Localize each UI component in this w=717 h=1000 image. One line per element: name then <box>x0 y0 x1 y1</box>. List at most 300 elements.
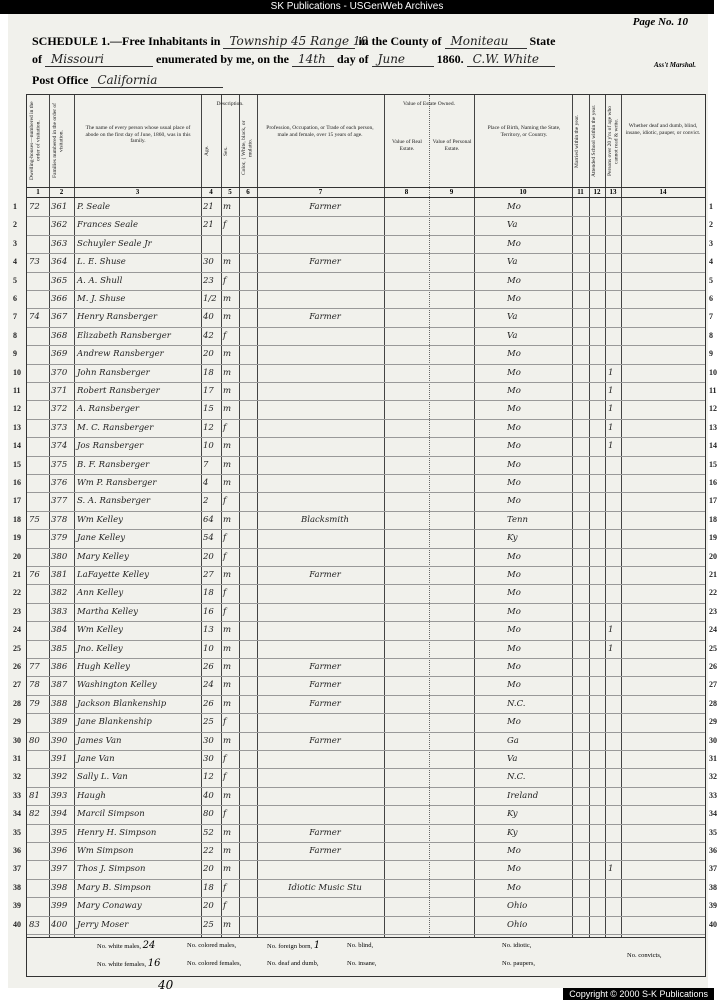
cell-birth: Mo <box>507 478 521 488</box>
cell-sex: m <box>223 367 232 378</box>
cell-fam: 366 <box>51 294 68 304</box>
cell-sex: m <box>223 441 232 452</box>
foreign-born-value: 1 <box>313 940 321 951</box>
colnum-7: 7 <box>318 188 323 196</box>
row-number-right: 21 <box>709 570 717 579</box>
cell-age: 30 <box>203 754 214 764</box>
cell-birth: Mo <box>507 680 521 691</box>
row-number-left: 25 <box>13 643 21 653</box>
cell-fam: 387 <box>51 680 68 691</box>
cell-school: 1 <box>608 386 614 396</box>
cell-fam: 381 <box>51 570 68 580</box>
row-number-right: 8 <box>709 330 713 340</box>
cell-age: 13 <box>203 625 214 636</box>
cell-sex: f <box>223 422 227 433</box>
cell-birth: Va <box>507 312 518 323</box>
cell-name: LaFayette Kelley <box>77 570 149 580</box>
row-number-left: 30 <box>13 735 21 745</box>
cell-sex: f <box>223 551 227 562</box>
cell-fam: 376 <box>51 478 68 488</box>
cell-age: 7 <box>203 459 209 470</box>
cell-sex: f <box>223 533 227 544</box>
row-number-left: 6 <box>13 294 17 303</box>
row-number-right: 19 <box>709 533 717 543</box>
row-number-right: 26 <box>709 662 717 671</box>
cell-birth: Mo <box>507 294 521 304</box>
cell-sex: m <box>223 478 232 488</box>
cell-dw: 82 <box>29 809 40 820</box>
cell-fam: 393 <box>51 790 68 801</box>
row-number-left: 7 <box>13 312 17 322</box>
row-number-left: 29 <box>13 717 21 727</box>
cell-name: Mary Kelley <box>77 551 129 562</box>
cell-age: 15 <box>203 404 214 415</box>
cell-birth: Tenn <box>507 514 528 525</box>
county-value: Moniteau <box>445 34 527 49</box>
cell-sex: m <box>223 680 232 691</box>
colnum-9: 9 <box>449 188 454 196</box>
cell-sex: m <box>223 257 232 268</box>
header-sex: Sex. <box>223 146 229 156</box>
cell-fam: 385 <box>51 643 68 654</box>
cell-age: 22 <box>203 846 214 856</box>
cell-name: Martha Kelley <box>77 606 138 617</box>
header-married: Married within the year. <box>574 114 580 168</box>
row-number-left: 16 <box>13 478 21 487</box>
cell-birth: Mo <box>507 643 521 654</box>
cell-age: 54 <box>203 533 214 544</box>
cell-birth: Mo <box>507 662 521 672</box>
cell-occ: Farmer <box>309 202 341 212</box>
cell-sex: m <box>223 294 232 304</box>
cell-birth: Mo <box>507 459 521 470</box>
cell-sex: m <box>223 698 232 709</box>
row-number-right: 7 <box>709 312 713 322</box>
county-label: in the County of <box>358 34 442 48</box>
colnum-1: 1 <box>36 188 40 196</box>
header-family: Families numbered in the order of visitation. <box>52 103 65 179</box>
cell-birth: Mo <box>507 238 521 249</box>
row-number-right: 1 <box>709 202 713 211</box>
cell-birth: Mo <box>507 202 521 212</box>
row-number-right: 11 <box>709 386 717 395</box>
cell-fam: 383 <box>51 606 68 617</box>
cell-occ: Farmer <box>309 827 341 838</box>
cell-name: Andrew Ransberger <box>77 349 164 360</box>
cell-fam: 395 <box>51 827 68 838</box>
idiotic-label: No. idiotic, <box>502 942 532 949</box>
cell-fam: 364 <box>51 257 68 268</box>
cell-occ: Farmer <box>309 846 341 856</box>
cell-name: Jno. Kelley <box>77 643 123 654</box>
cell-name: S. A. Ransberger <box>77 496 151 507</box>
cell-birth: Mo <box>507 551 521 562</box>
cell-name: L. E. Shuse <box>77 257 126 268</box>
cell-birth: Mo <box>507 441 521 452</box>
cell-fam: 361 <box>51 202 68 212</box>
cell-birth: Ireland <box>507 790 539 801</box>
cell-age: 42 <box>203 330 214 341</box>
header-estate: Value of Estate Owned. <box>403 101 455 107</box>
cell-school: 1 <box>608 643 614 654</box>
colnum-5: 5 <box>228 188 232 196</box>
header-illiterate: Persons over 20 y'rs of age who cannot read & write. <box>607 105 620 177</box>
colnum-8: 8 <box>404 188 409 196</box>
cell-occ <box>267 915 383 936</box>
cell-age: 1/2 <box>203 294 217 304</box>
row-number-left: 21 <box>13 570 21 579</box>
cell-name: A. Ransberger <box>77 404 140 415</box>
cell-fam: 382 <box>51 588 68 599</box>
row-number-right: 20 <box>709 551 717 561</box>
cell-sex: m <box>223 514 232 525</box>
cell-sex: m <box>223 349 232 360</box>
row-number-left: 26 <box>13 662 21 671</box>
row-number-left: 23 <box>13 606 21 616</box>
cell-sex: m <box>223 570 232 580</box>
cell-birth: Mo <box>507 864 521 875</box>
cell-age: 20 <box>203 901 214 912</box>
cell-sex: f <box>223 606 227 617</box>
cell-fam: 391 <box>51 754 68 764</box>
year-label: 1860. <box>436 52 464 66</box>
header-birthplace: Place of Birth, Naming the State, Territory, or Country. <box>487 125 561 138</box>
cell-name: Frances Seale <box>77 220 139 231</box>
cell-sex: m <box>223 312 232 323</box>
row-number-right: 6 <box>709 294 713 303</box>
cell-sex: f <box>223 496 227 507</box>
cell-age: 25 <box>203 717 214 728</box>
row-number-left: 5 <box>13 275 17 285</box>
row-number-left: 31 <box>13 754 21 763</box>
cell-occ: Farmer <box>309 662 341 672</box>
schedule-header-line-1 <box>32 34 556 49</box>
cell-birth: Ky <box>507 809 518 820</box>
cell-name: Jane Van <box>77 754 115 764</box>
cell-sex: m <box>223 386 232 396</box>
cell-name: Robert Ransberger <box>77 386 160 396</box>
row-number-right: 37 <box>709 864 717 874</box>
cell-name: Schuyler Seale Jr <box>77 238 152 249</box>
cell-name: Jackson Blankenship <box>77 698 167 709</box>
white-males-value: 24 <box>142 940 156 951</box>
cell-school: 1 <box>608 404 614 415</box>
cell-name: Washington Kelley <box>77 680 157 691</box>
cell-age: 18 <box>203 882 214 893</box>
row-number-left: 32 <box>13 772 21 782</box>
cell-birth: Ohio <box>507 901 528 912</box>
foreign-born-label: No. foreign born, <box>267 943 313 950</box>
white-females <box>97 958 160 969</box>
white-females-label: No. white females, <box>97 961 147 968</box>
white-females-value: 16 <box>147 958 161 969</box>
cell-sex: f <box>223 882 227 893</box>
cell-age: 64 <box>203 514 214 525</box>
summary-box <box>26 936 706 977</box>
row-number-right: 16 <box>709 478 717 487</box>
cell-age: 18 <box>203 367 214 378</box>
cell-age: 30 <box>203 735 214 746</box>
row-number-right: 4 <box>709 257 713 267</box>
row-number-right: 25 <box>709 643 717 653</box>
row-number-left: 11 <box>13 386 21 395</box>
cell-sex: m <box>223 846 232 856</box>
census-table <box>13 94 717 938</box>
cell-age: 10 <box>203 441 214 452</box>
row-number-right: 38 <box>709 882 717 892</box>
convicts-label: No. convicts, <box>627 952 662 959</box>
row-number-left: 19 <box>13 533 21 543</box>
cell-birth: Mo <box>507 404 521 415</box>
cell-fam: 389 <box>51 717 68 728</box>
cell-fam: 367 <box>51 312 68 323</box>
row-number-right: 30 <box>709 735 717 745</box>
row-number-left: 36 <box>13 846 21 855</box>
cell-name: Mary Conaway <box>77 901 142 912</box>
cell-birth: Mo <box>507 606 521 617</box>
row-number-right: 18 <box>709 514 717 524</box>
cell-name: Elizabeth Ransberger <box>77 330 171 341</box>
cell-birth: Va <box>507 330 518 341</box>
foreign-born <box>267 940 320 951</box>
blind-label: No. blind, <box>347 942 374 949</box>
of-label: of <box>32 52 42 66</box>
cell-birth: Va <box>507 257 518 268</box>
census-page <box>8 14 717 992</box>
colnum-10: 10 <box>519 188 527 196</box>
enumerated-label: enumerated by me, on the <box>156 52 289 66</box>
cell-birth: Mo <box>507 496 521 507</box>
cell-sex: f <box>223 330 227 341</box>
archive-banner: SK Publications - USGenWeb Archives <box>0 0 714 14</box>
cell-age: 20 <box>203 864 214 875</box>
row-number-left: 27 <box>13 680 21 690</box>
row-number-right: 15 <box>709 459 717 469</box>
bottom-handwritten-number: 40 <box>158 978 174 992</box>
cell-birth: Mo <box>507 386 521 396</box>
cell-age: 80 <box>203 809 214 820</box>
cell-sex: f <box>223 901 227 912</box>
cell-age: 24 <box>203 680 214 691</box>
cell-dw: 83 <box>29 919 40 930</box>
cell-age: 52 <box>203 827 214 838</box>
cell-occ: Blacksmith <box>301 514 349 525</box>
cell-fam: 365 <box>51 275 68 286</box>
header-name: The name of every person whose usual place of abode on the first day of June, 1860, was in this family. <box>85 125 191 144</box>
colnum-4: 4 <box>209 188 213 196</box>
cell-birth: Mo <box>507 717 521 728</box>
row-number-right: 36 <box>709 846 717 855</box>
cell-fam: 368 <box>51 330 68 341</box>
cell-name: Henry Ransberger <box>77 312 158 323</box>
cell-birth: Ohio <box>507 919 528 930</box>
day-value: 14th <box>292 52 334 67</box>
cell-age: 30 <box>203 257 214 268</box>
cell-fam: 380 <box>51 551 68 562</box>
cell-age: 26 <box>203 662 214 672</box>
cell-dw: 74 <box>29 312 40 323</box>
cell-fam: 374 <box>51 441 68 452</box>
row-number-left: 20 <box>13 551 21 561</box>
cell-fam: 399 <box>51 901 68 912</box>
header-school: Attended School within the year. <box>591 104 597 178</box>
cell-fam: 377 <box>51 496 68 507</box>
cell-name: Ann Kelley <box>77 588 124 599</box>
cell-name: John Ransberger <box>77 367 150 378</box>
cell-age: 25 <box>203 919 214 930</box>
row-number-left: 13 <box>13 422 21 432</box>
cell-sex: f <box>223 772 227 783</box>
cell-fam: 370 <box>51 367 68 378</box>
cell-sex: m <box>223 864 232 875</box>
cell-sex: f <box>223 754 227 764</box>
cell-sex: m <box>223 404 232 415</box>
cell-age: 23 <box>203 275 214 286</box>
cell-name: Jerry Moser <box>77 919 129 930</box>
cell-birth: N.C. <box>507 698 526 709</box>
row-number-right: 39 <box>709 901 717 911</box>
cell-age: 21 <box>203 220 214 231</box>
cell-fam: 390 <box>51 735 68 746</box>
cell-dw: 73 <box>29 257 40 268</box>
page-number: Page No. 10 <box>632 16 688 28</box>
table-row <box>27 915 705 936</box>
cell-fam: 378 <box>51 514 68 525</box>
cell-age: 21 <box>203 202 214 212</box>
cell-dw: 79 <box>29 698 40 709</box>
header-dwelling: Dwelling-houses—numbered in the order of visitation. <box>29 101 42 181</box>
cell-sex: m <box>223 827 232 838</box>
row-number-right: 3 <box>709 238 713 248</box>
post-office-value: California <box>91 73 223 88</box>
row-number-right: 9 <box>709 349 713 359</box>
cell-sex: m <box>223 790 232 801</box>
row-number-right: 22 <box>709 588 717 598</box>
cell-name: Marcil Simpson <box>77 809 145 820</box>
row-number-left: 4 <box>13 257 17 267</box>
deaf-dumb-label: No. deaf and dumb, <box>267 960 319 967</box>
cell-name: Wm Kelley <box>77 625 123 636</box>
cell-sex: m <box>223 919 232 930</box>
copyright-footer: Copyright © 2000 S-K Publications <box>563 988 714 1000</box>
row-number-left: 17 <box>13 496 21 506</box>
cell-occ: Idiotic Music Stu <box>288 882 362 893</box>
cell-fam: 400 <box>51 919 68 930</box>
cell-dw: 75 <box>29 514 40 525</box>
row-number-right: 10 <box>709 367 717 377</box>
state-value: Missouri <box>45 52 153 67</box>
header-real-estate: Value of Real Estate. <box>392 139 422 152</box>
row-number-left: 1 <box>13 202 17 211</box>
cell-birth: Mo <box>507 625 521 636</box>
marshal-signature: C.W. White <box>467 52 555 67</box>
cell-name: P. Seale <box>77 202 111 212</box>
cell-birth: Mo <box>507 588 521 599</box>
cell-fam: 369 <box>51 349 68 360</box>
cell-birth: Mo <box>507 422 521 433</box>
cell-age: 27 <box>203 570 214 580</box>
post-office-label: Post Office <box>32 73 89 87</box>
row-number-left: 38 <box>13 882 21 892</box>
paupers-label: No. paupers, <box>502 960 536 967</box>
cell-dw: 77 <box>29 662 40 672</box>
row-number-right: 35 <box>709 827 717 837</box>
cell-sex: f <box>223 809 227 820</box>
state-label: State <box>529 34 556 48</box>
cell-birth: Va <box>507 220 518 231</box>
cell-name: A. A. Shull <box>77 275 123 286</box>
cell-birth: Mo <box>507 846 521 856</box>
header-color: Color, { White, black, or mulatto. <box>241 120 254 176</box>
row-number-left: 37 <box>13 864 21 874</box>
cell-fam: 396 <box>51 846 68 856</box>
cell-name: M. C. Ransberger <box>77 422 154 433</box>
row-number-right: 27 <box>709 680 717 690</box>
header-age: Age. <box>204 145 210 157</box>
cell-dw: 76 <box>29 570 40 580</box>
cell-fam: 388 <box>51 698 68 709</box>
cell-age: 12 <box>203 772 214 783</box>
cell-fam: 362 <box>51 220 68 231</box>
cell-age: 4 <box>203 478 209 488</box>
white-males <box>97 940 155 951</box>
row-number-left: 12 <box>13 404 21 414</box>
colnum-14: 14 <box>659 188 667 196</box>
cell-occ: Farmer <box>309 312 341 323</box>
cell-sex: m <box>223 202 232 212</box>
township-value: Township 45 Range 10 <box>223 34 355 49</box>
colnum-6: 6 <box>246 188 250 196</box>
cell-birth: Mo <box>507 882 521 893</box>
cell-sex: m <box>223 662 232 672</box>
cell-sex: f <box>223 220 227 231</box>
row-number-right: 31 <box>709 754 717 763</box>
row-number-left: 22 <box>13 588 21 598</box>
row-number-left: 34 <box>13 809 21 819</box>
cell-age: 17 <box>203 386 214 396</box>
cell-birth: Mo <box>507 367 521 378</box>
row-number-left: 8 <box>13 330 17 340</box>
cell-fam: 373 <box>51 422 68 433</box>
cell-birth: Mo <box>507 349 521 360</box>
cell-age: 26 <box>203 698 214 709</box>
row-number-right: 12 <box>709 404 717 414</box>
cell-birth: N.C. <box>507 772 526 783</box>
colnum-3: 3 <box>135 188 140 196</box>
cell-sex: f <box>223 588 227 599</box>
row-number-right: 23 <box>709 606 717 616</box>
cell-name: B. F. Ransberger <box>77 459 150 470</box>
cell-school: 1 <box>608 422 614 433</box>
cell-dw: 72 <box>29 202 40 212</box>
cell-fam: 379 <box>51 533 68 544</box>
cell-school: 1 <box>608 864 614 875</box>
cell-fam: 371 <box>51 386 68 396</box>
cell-name: Henry H. Simpson <box>77 827 157 838</box>
month-value: June <box>372 52 434 67</box>
cell-sex: m <box>223 735 232 746</box>
row-number-right: 17 <box>709 496 717 506</box>
cell-birth: Mo <box>507 275 521 286</box>
white-males-label: No. white males, <box>97 943 142 950</box>
cell-age: 20 <box>203 551 214 562</box>
header-description: Description. <box>216 101 244 107</box>
cell-age: 2 <box>203 496 209 507</box>
cell-birth: Ky <box>507 533 518 544</box>
cell-dw: 81 <box>29 790 40 801</box>
cell-sex: f <box>223 275 227 286</box>
cell-fam: 392 <box>51 772 68 783</box>
